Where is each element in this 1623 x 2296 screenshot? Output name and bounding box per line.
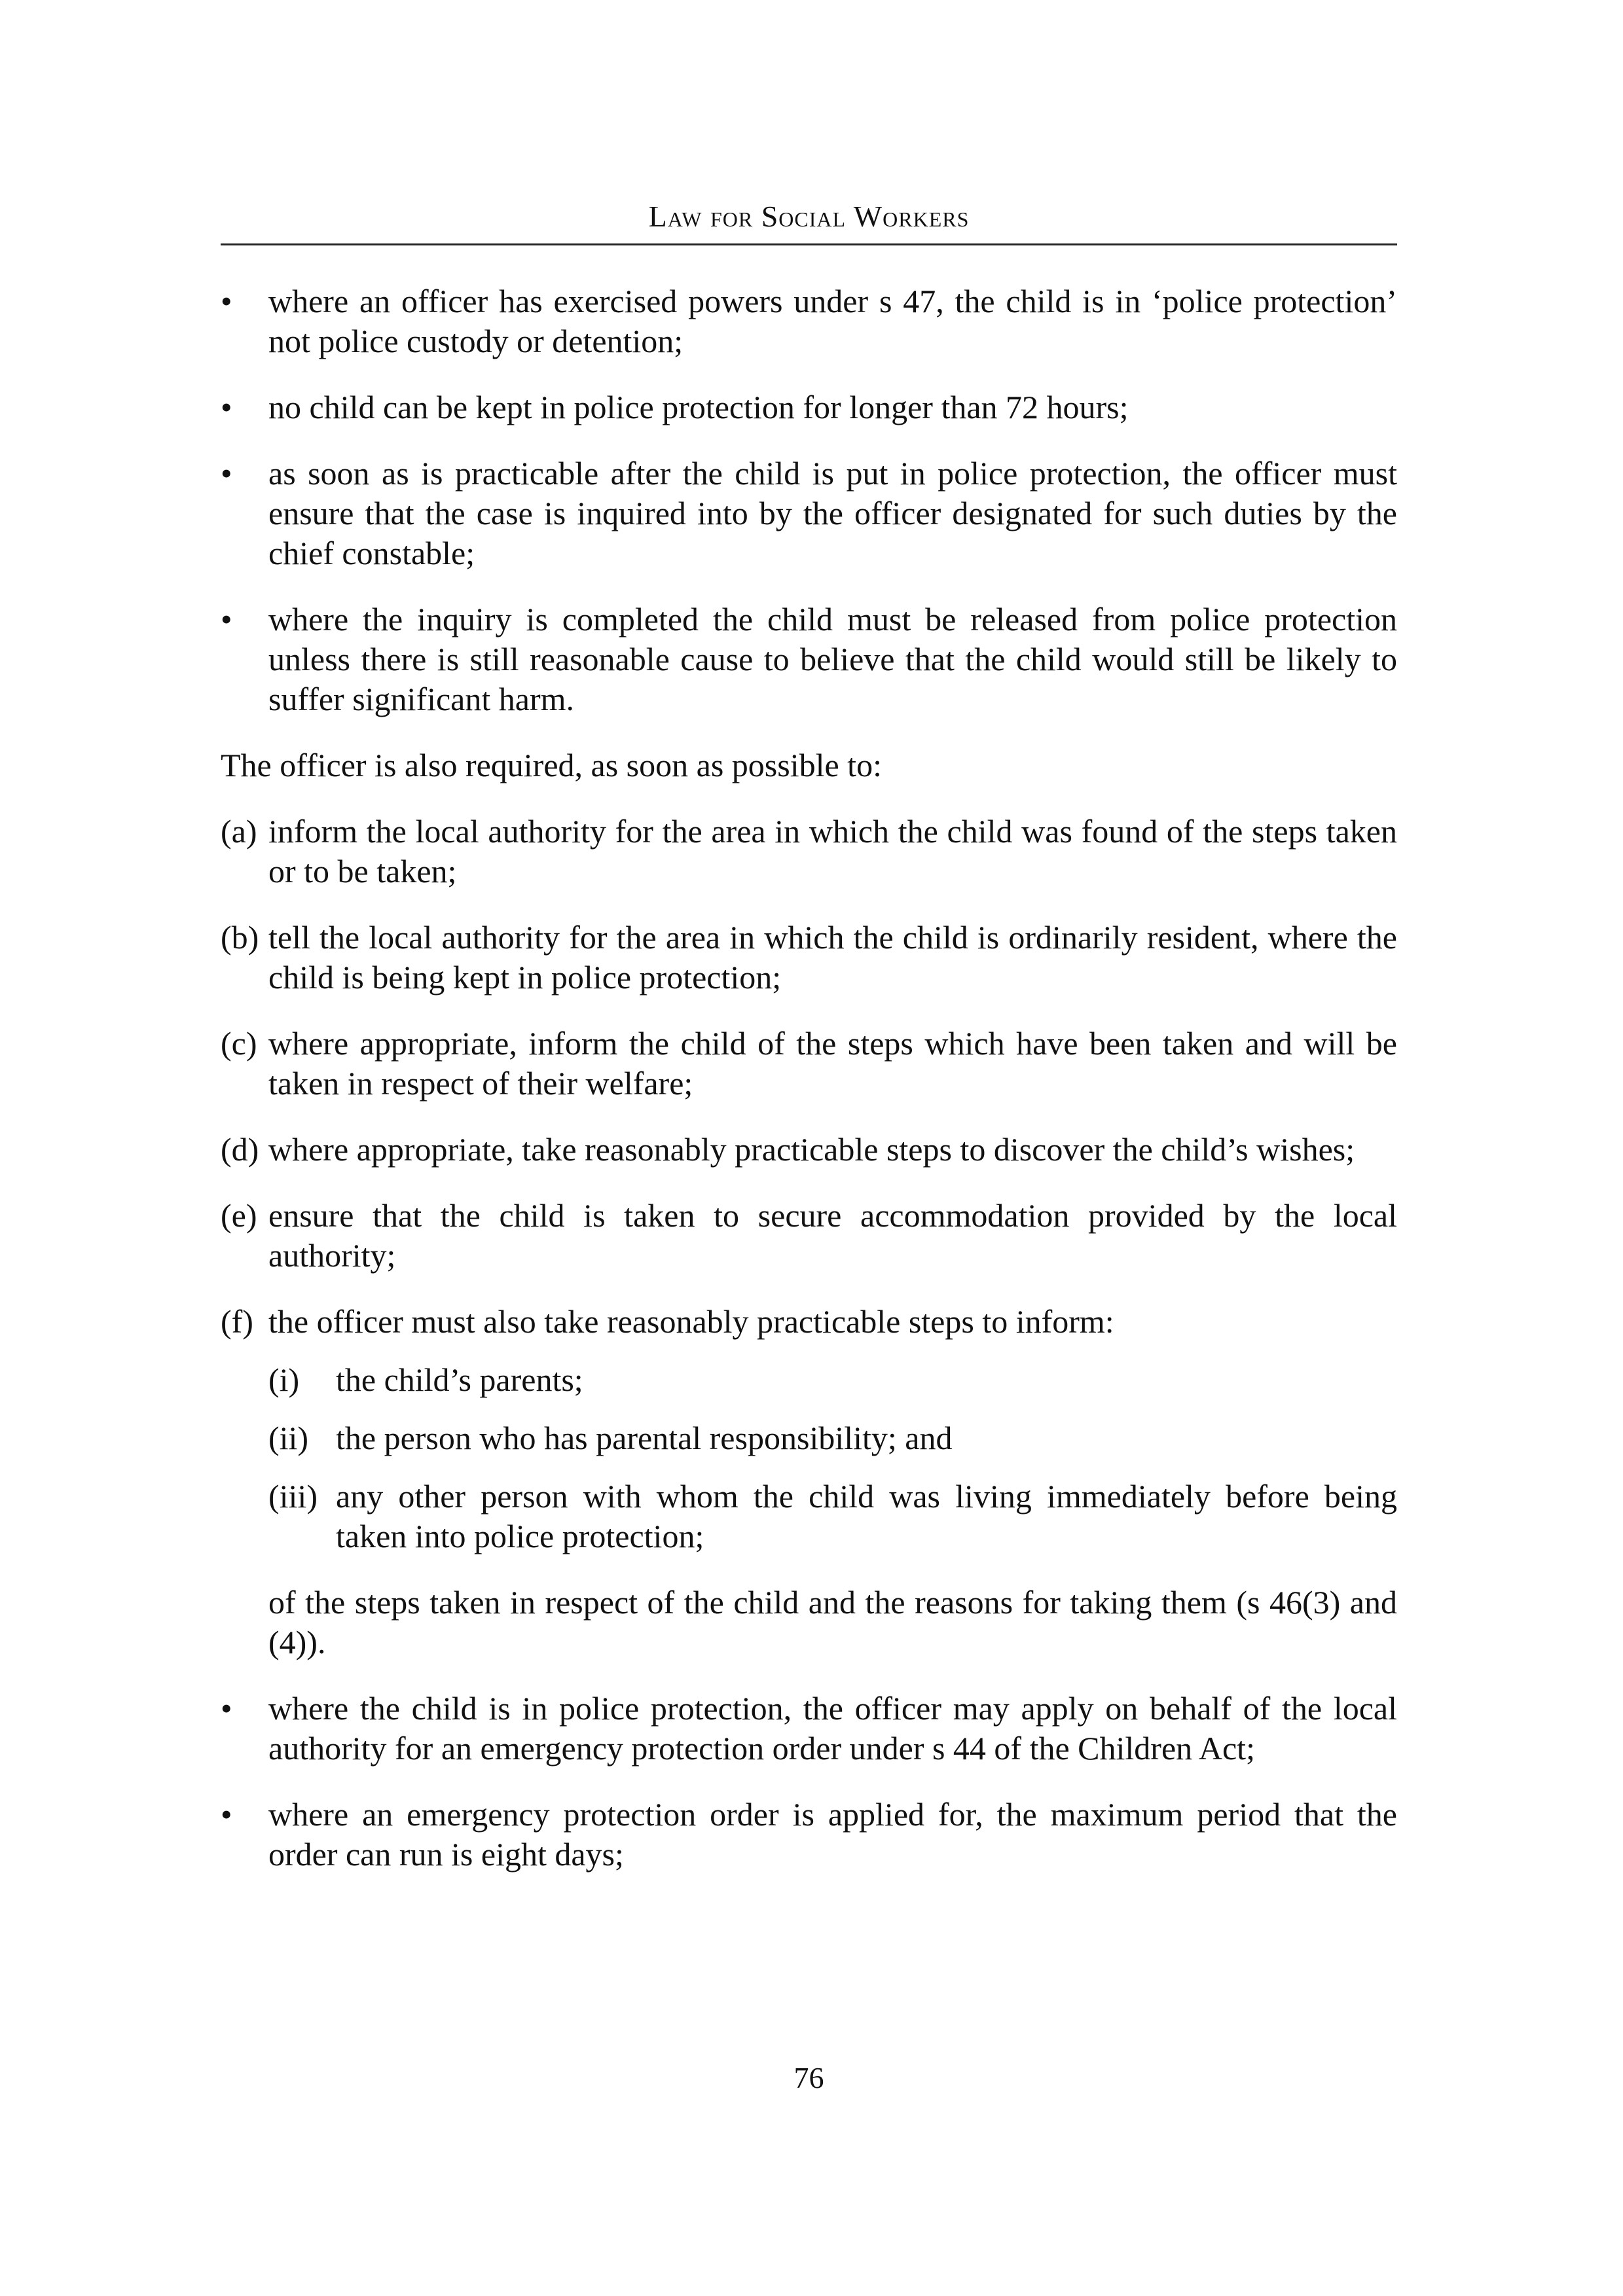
step-item: (e) ensure that the child is taken to secure accommodation provided by the local authority; <box>221 1197 1397 1274</box>
step-item: (d) where appropriate, take reasonably practicable steps to discover the child’s wishes; <box>221 1130 1397 1170</box>
bullet-icon: • <box>221 283 232 319</box>
bullet-icon: • <box>221 389 232 425</box>
substep-label: (i) <box>268 1361 300 1398</box>
bullet-item: • where an officer has exercised powers under s 47, the child is in ‘police protection’ not police custody or detention; <box>221 283 1397 359</box>
step-label: (a) <box>221 813 257 850</box>
continuation-paragraph: of the steps taken in respect of the child and the reasons for taking them (s 46(3) and (4)). <box>268 1584 1397 1660</box>
bullet-icon: • <box>221 1690 232 1727</box>
step-item: (a) inform the local authority for the area in which the child was found of the steps taken or to be taken; <box>221 813 1397 889</box>
page-number: 76 <box>793 2061 824 2094</box>
bullet-item: • no child can be kept in police protection for longer than 72 hours; <box>221 387 1397 427</box>
substep-item: (iii) any other person with whom the child was living immediately before being taken into police protection; <box>268 1478 1397 1554</box>
bullet-item: • where an emergency protection order is applied for, the maximum period that the order can run is eight days; <box>221 1796 1397 1873</box>
bullet-item: • as soon as is practicable after the child is put in police protection, the officer must ensure that the case is inquired into by the officer designated for such duties by the chief constable; <box>221 455 1397 571</box>
step-item: (c) where appropriate, inform the child of the steps which have been taken and will be taken in respect of their welfare; <box>221 1025 1397 1102</box>
step-item: (f) the officer must also take reasonably practicable steps to inform: <box>221 1302 1397 1342</box>
substep-item: (i) the child’s parents; <box>268 1360 1397 1400</box>
header-rule <box>221 243 1397 245</box>
step-item: (b) tell the local authority for the area in which the child is ordinarily resident, where the child is being kept in police protection; <box>221 919 1397 996</box>
step-label: (f) <box>221 1303 253 1340</box>
running-head: Law for Social Workers <box>648 200 970 233</box>
bullet-icon: • <box>221 1796 232 1833</box>
substep-label: (ii) <box>268 1420 309 1456</box>
bullet-icon: • <box>221 601 232 637</box>
step-label: (b) <box>221 919 259 956</box>
step-label: (d) <box>221 1131 259 1168</box>
bullet-icon: • <box>221 455 232 492</box>
bullet-item: • where the child is in police protection, the officer may apply on behalf of the local authority for an emergency protection order under s 44 of the Children Act; <box>221 1690 1397 1767</box>
bullet-item: • where the inquiry is completed the child must be released from police protection unless there is still reasonable cause to believe that the child would still be likely to suffer significant harm. <box>221 601 1397 717</box>
substep-item: (ii) the person who has parental responsibility; and <box>268 1418 1397 1458</box>
intro-paragraph: The officer is also required, as soon as possible to: <box>221 747 882 783</box>
substep-label: (iii) <box>268 1478 318 1515</box>
body-text <box>221 281 1397 1874</box>
step-label: (c) <box>221 1025 257 1062</box>
step-label: (e) <box>221 1197 257 1234</box>
